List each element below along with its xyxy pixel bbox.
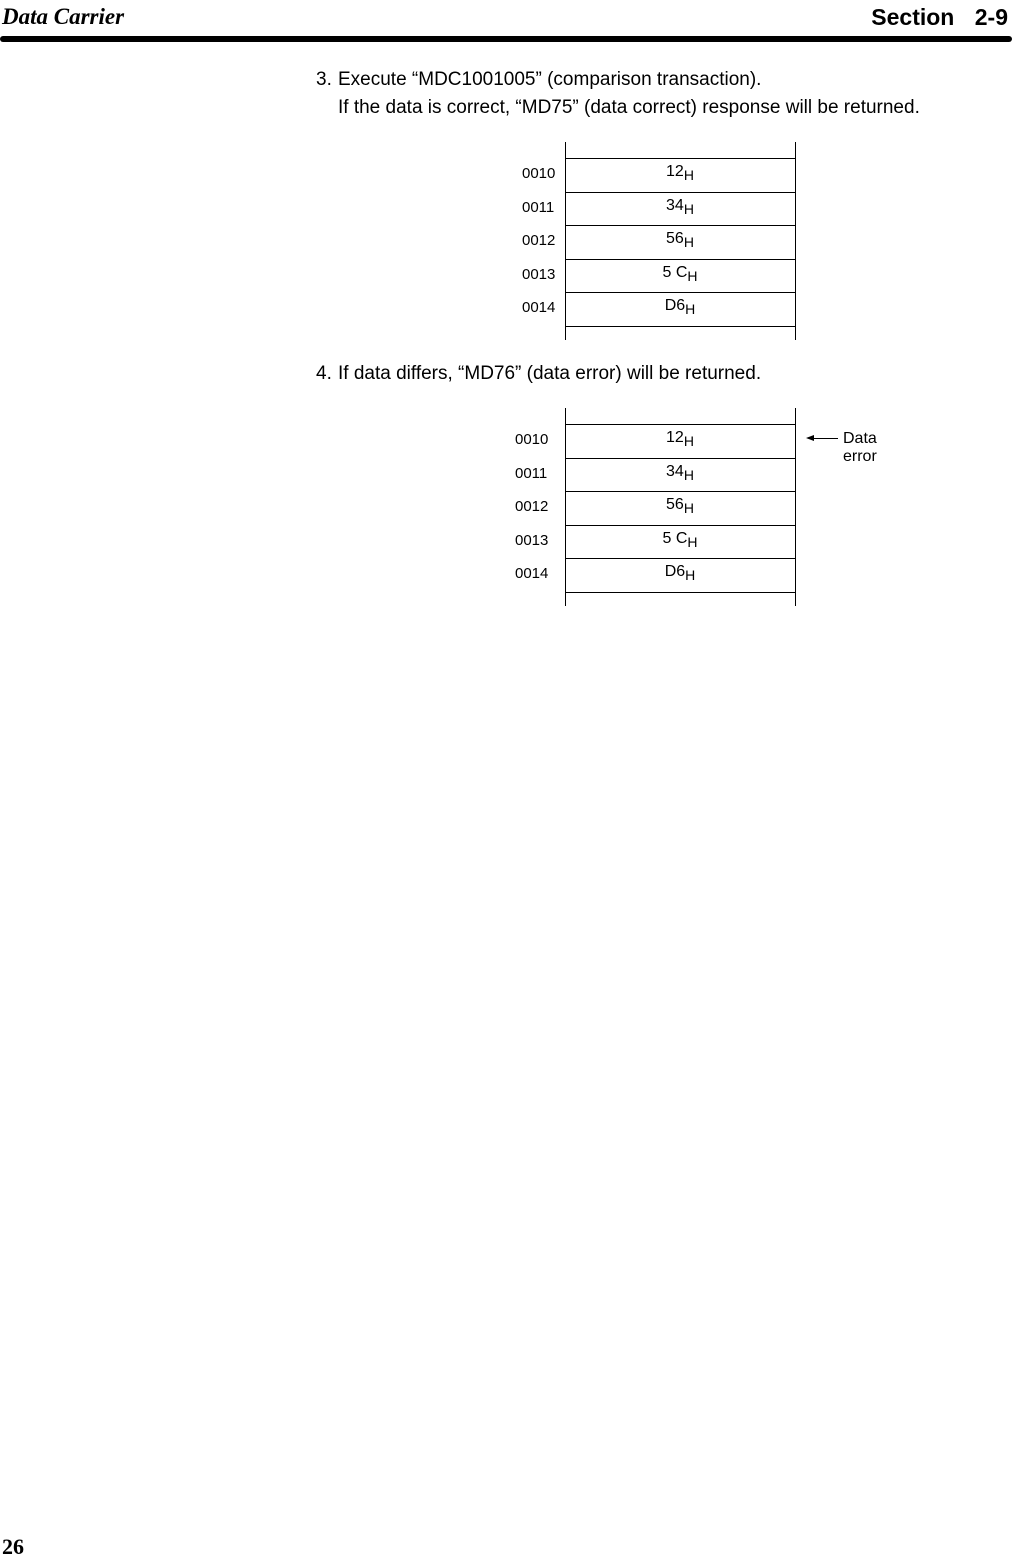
memory-value: $56_H$: [666, 230, 694, 250]
address-label: 0013: [522, 266, 556, 283]
section-number: Section 2-9: [871, 4, 1008, 30]
address-label: 0010: [522, 165, 556, 182]
row-divider: [565, 259, 796, 260]
header-rule: [0, 36, 1012, 42]
step-text: If data differs, “MD76” (data error) will be returned.: [338, 363, 762, 384]
page-number: 26: [2, 1534, 24, 1559]
address-label: 0014: [522, 299, 556, 316]
step-number: 4.: [316, 363, 332, 384]
address-label: 0011: [515, 465, 548, 482]
table-right-border: [795, 142, 796, 340]
address-label: 0014: [515, 565, 549, 582]
memory-value: $34_H$: [666, 197, 694, 217]
step-3: [316, 66, 920, 122]
memory-value: $D6_H$: [664, 563, 696, 583]
memory-value: $D6_H$: [664, 297, 696, 317]
row-divider: [565, 292, 796, 293]
step-4: [316, 360, 761, 388]
memory-value: $12_H$: [666, 163, 694, 183]
row-divider: [565, 225, 796, 226]
row-divider: [565, 424, 796, 425]
table-right-border: [795, 408, 796, 606]
address-label: 0011: [522, 199, 555, 216]
step-number: 3.: [316, 69, 332, 90]
row-divider: [565, 525, 796, 526]
memory-value: 5 $C_H$: [662, 264, 698, 284]
row-divider: [565, 158, 796, 159]
row-divider: [565, 192, 796, 193]
row-divider: [565, 558, 796, 559]
chapter-title: Data Carrier: [2, 4, 125, 29]
address-label: 0013: [515, 532, 549, 549]
arrow-line: [812, 438, 838, 439]
row-divider: [565, 592, 796, 593]
row-divider: [565, 326, 796, 327]
memory-value: $56_H$: [666, 496, 694, 516]
memory-value: $12_H$: [666, 429, 694, 449]
address-label: 0012: [515, 498, 549, 515]
step-text: If the data is correct, “MD75” (data correct) response will be returned.: [338, 97, 920, 118]
data-error-annotation: Data error: [843, 430, 877, 465]
address-label: 0012: [522, 232, 556, 249]
memory-value: $34_H$: [666, 463, 694, 483]
address-label: 0010: [515, 431, 549, 448]
memory-value: 5 $C_H$: [662, 530, 698, 550]
row-divider: [565, 491, 796, 492]
row-divider: [565, 458, 796, 459]
step-text: Execute “MDC1001005” (comparison transaction).: [338, 69, 762, 90]
